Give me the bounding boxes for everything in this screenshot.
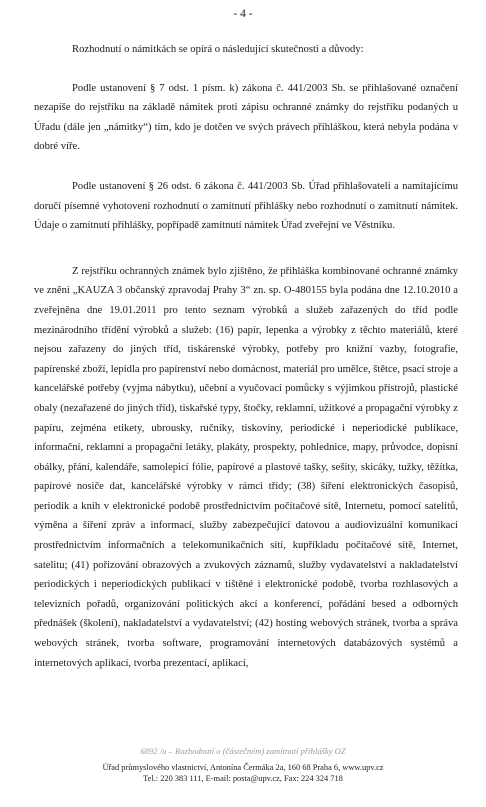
document-body [34,40,458,673]
footer-address: Úřad průmyslového vlastnictví, Antonína Čermáka 2a, 160 68 Praha 6, www.upv.cz [102,763,384,772]
paragraph-legal-basis-section-26: Podle ustanovení § 26 odst. 6 zákona č. 441/2003 Sb. Úřad přihlašovateli a namítajícímu doručí písemné vyhotovení rozhodnutí o zamítnutí přihlášky nebo rozhodnutí o zamítnutí námitek. Údaje o zamítnutí přihlášky, popřípadě zamítnutí námitek Úřad zveřejní ve Věstníku. [34,180,458,232]
paragraph-register-findings: Z rejstříku ochranných známek bylo zjištěno, že přihláška kombinované ochranné známky ve znění „KAUZA 3 občanský zpravodaj Prahy 3“ zn. sp. O-480155 byla podána dne 12.10.2010 a zveřejněna dne 19.01.2011 pro tento seznam výrobků a služeb zařazených do tříd podle mezinárodního třídění výrobků a služeb: (16) papír, lepenka a výrobky z těchto materiálů, které nejsou zařazeny do jiných tříd, tiskárenské výrobky, potřeby pro knižní vazby, fotografie, papírenské zboží, lepidla pro papírenství nebo domácnost, materiál pro umělce, štětce, psací stroje a kancelářské potřeby (vyjma nábytku), učební a vyučovací pomůcky s výjimkou přístrojů, plastické obaly (nezařazené do jiných tříd), tiskařské typy, štočky, reklamní, užitkové a propagační výrobky z papíru, zejména etikety, ubrousky, ručníky, tiskoviny, periodické i neperiodické publikace, informační, reklamní a propagační letáky, plakáty, prospekty, pohlednice, mapy, průvodce, dopisní obálky, přání, kalendáře, samolepicí fólie, papírové a plastové tašky, sešity, skicáky, tužky, těžítka, papírové nosiče dat, kancelářské výrobky v rámci třídy; (38) šíření elektronických časopisů, periodik a knih v elektronické podobě prostřednictvím počítačové sítě, Internetu, pomocí satelitů, výměna a šíření zpráv a informací, služby zabezpečující datovou a audiovizuální komunikaci prostřednictvím informačních a telekomunikačních sítí, kupříkladu počítačové sítě, Internet, satelitu; (41) pořizování obrazových a zvukových záznamů, služby vydavatelství a nakladatelství periodických i neperiodických publikací v tištěné i elektronické podobě, tvorba rozhlasových a televizních pořadů, organizování politických akcí a konferencí, pořádání besed a odborných přednášek (školení), nakladatelství a vydavatelství; (42) hosting webových stránek, tvorba a správa webových stránek, tvorba software, programování internetových databázových systémů a internetových aplikací, tvorba prezentací, aplikací, [34,265,458,669]
footer-reference: 6892 /u – Rozhodnutí o (částečném) zamítnutí přihlášky OZ [140,746,346,756]
footer-contact: Tel.: 220 383 111, E-mail: posta@upv.cz, Fax: 224 324 718 [143,774,343,783]
paragraph-legal-basis-section-7: Podle ustanovení § 7 odst. 1 písm. k) zákona č. 441/2003 Sb. se přihlašované označení nezapíše do rejstříku na základě námitek proti zápisu ochranné známky do rejstříku podaných u Úřadu (dále jen „námitky“) tím, kdo je dotčen ve svých právech přihláškou, která nebyla podána v dobré víře. [34,82,458,153]
page-number: - 4 - [233,8,253,20]
paragraph-intro: Rozhodnutí o námitkách se opírá o následující skutečnosti a důvody: [72,44,364,55]
